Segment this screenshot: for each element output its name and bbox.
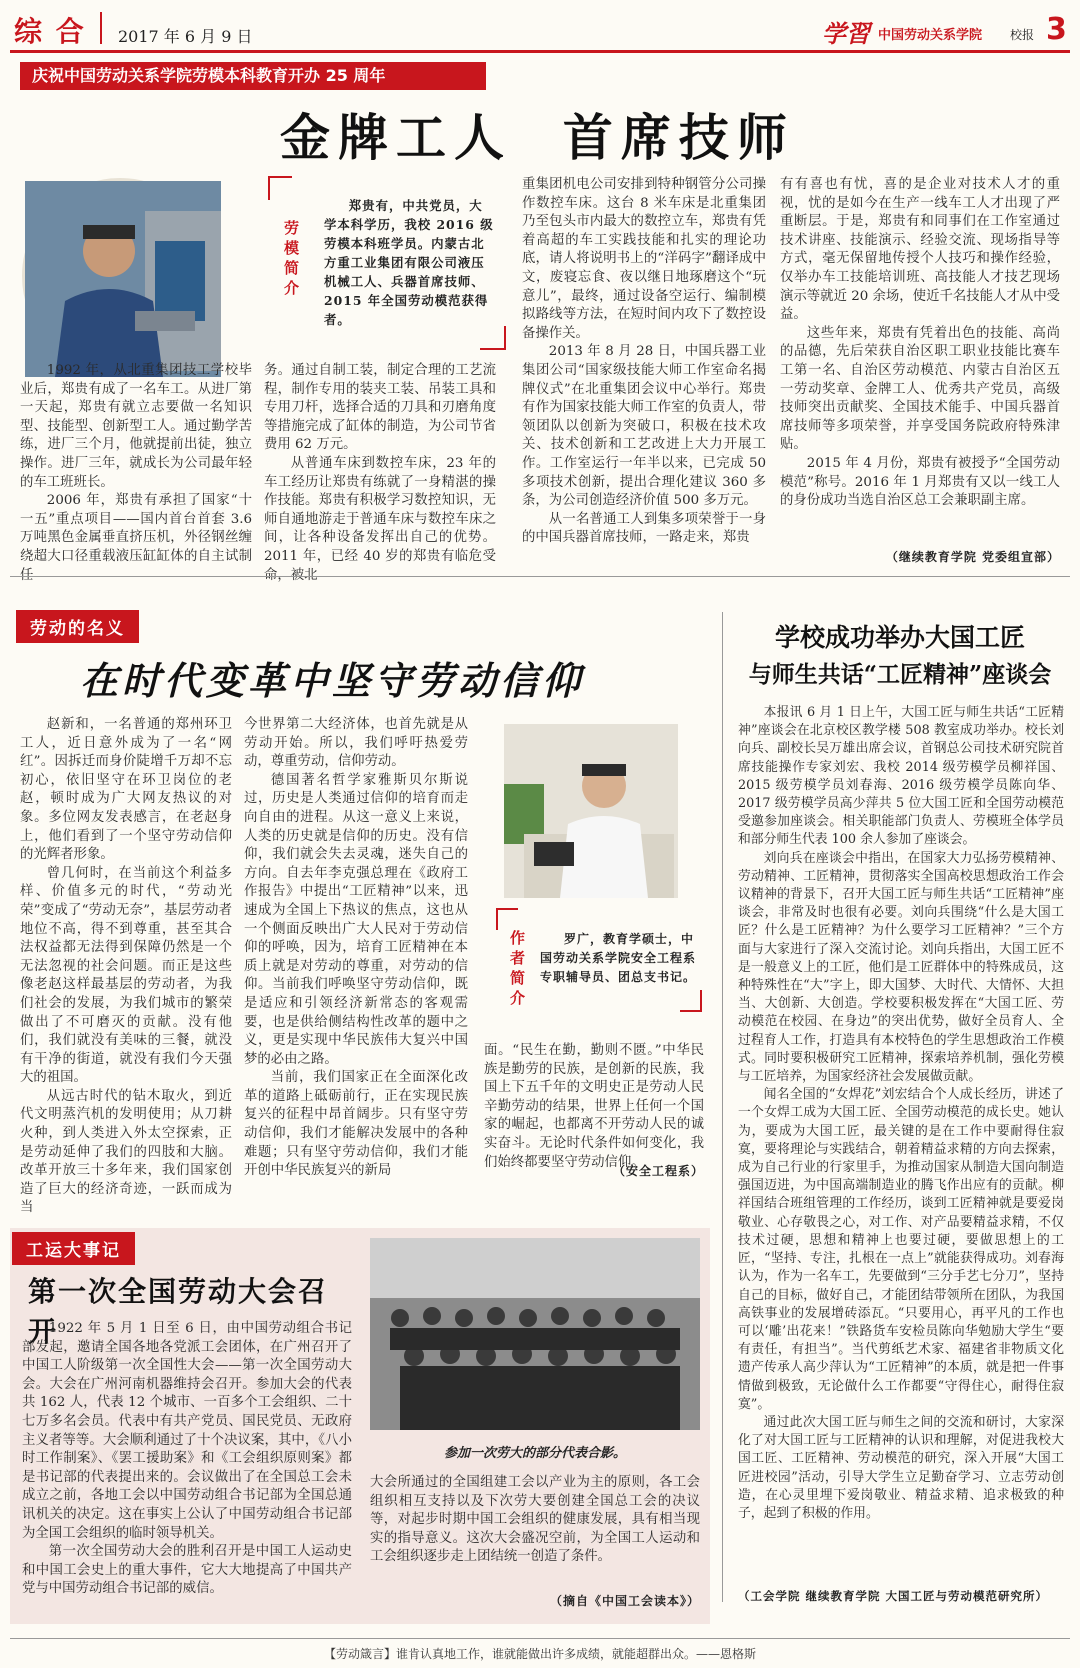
article2-col1 xyxy=(20,716,232,1216)
footer-rule xyxy=(10,1638,1070,1639)
page-number: 3 xyxy=(1046,12,1067,47)
masthead xyxy=(0,0,1080,56)
issue-date: 2017 年 6 月 9 日 xyxy=(118,27,253,46)
article3-body xyxy=(738,704,1064,1584)
column-divider xyxy=(722,612,723,1602)
paragraph: 曾几何时，在当前这个利益多样、价值多元的时代，“劳动光荣”变成了“劳动无奈”，基层劳动者地位不高，得不到尊重，甚至其合法权益都无法得到保障仍然是一个无法忽视的社会问题。而正是这些像老赵这样最基层的劳动者，为我们社会的发展，为我们城市的繁荣做出了不可磨灭的贡献。没有他们，我们就没有美味的三餐，就没有干净的街道，就没有我们今天强大的祖国。 xyxy=(20,865,232,1086)
article2-signature: （安全工程系） xyxy=(612,1164,704,1178)
article4-signature: （摘自《中国工会读本》） xyxy=(549,1594,700,1608)
paragraph: 有有喜也有忧，喜的是企业对技术人才的重视，忧的是如今在生产一线车工人才出现了严重断层。于是，郑贵有和同事们在工作室通过技术讲座、技能演示、经验交流、现场指导等方式，毫无保留地传授个人技巧和操作经验，仅举办车工技能培训班、高技能人才技艺现场演示等就近 20 余场，使近千名技能人才从中受益。 xyxy=(780,177,1060,323)
worker-photo-image xyxy=(25,181,221,377)
paragraph: 第一次全国劳动大会的胜利召开是中国工人运动史和中国工会史上的重大事件，它大大地提高了中国共产党与中国劳动组合书记部的威信。 xyxy=(22,1544,352,1597)
author-photo xyxy=(504,724,678,898)
article1-signature: （继续教育学院 党委组宣部） xyxy=(885,550,1060,564)
paragraph: 务。通过自制工装，制定合理的工艺流程，制作专用的装夹工装、吊装工具和专用刀杆，选择合适的刀具和刃磨角度等措施完成了缸体的制造，为公司节省费用 62 万元。 xyxy=(264,363,496,453)
anniversary-banner: 庆祝中国劳动关系学院劳模本科教育开办 25 周年 xyxy=(20,62,486,90)
paragraph: 2006 年，郑贵有承担了国家“十一五”重点项目——国内首台首套 3.6 万吨黑色金属垂直挤压机，外径钢丝缠绕超大口径重载液压缸缸体的自主试制 xyxy=(20,493,252,564)
section-divider xyxy=(100,12,102,44)
paper-name: 校报 xyxy=(1010,28,1035,42)
paragraph: 赵新和，一名普通的郑州环卫工人，近日意外成为了一名“网红”。因拆迁而身价陡增千万却不忘初心，依旧坚守在环卫岗位的老赵，顿时成为广大网友热议的对象。多位网友发表感言，在老赵身上，他们看到了一个坚守劳动信仰的光辉者形象。 xyxy=(20,717,232,863)
bio-frame-bottom xyxy=(504,326,506,350)
author-frame-bottom xyxy=(700,990,702,1012)
photo-caption: 参加一次劳大的部分代表合影。 xyxy=(443,1446,626,1461)
paragraph: 通过此次大国工匠与师生之间的交流和研讨，大家深化了对大国工匠与工匠精神的认识和理解，对促进我校大国工匠、工匠精神、劳动模范的研究，深入开展“大国工匠进校园”活动，引导大学生立足勤奋学习、立志劳动创造，在心灵里埋下爱岗敬业、精益求精、追求极致的种子，起到了积极的作用。 xyxy=(738,1414,1064,1521)
bio-frame-top xyxy=(268,176,270,200)
bio-frame-bottom-h xyxy=(480,348,506,350)
footer-quote: 【劳动箴言】谁肯认真地工作，谁就能做出许多成绩，就能超群出众。——恩格斯 xyxy=(323,1647,756,1661)
article1-col4 xyxy=(780,176,1060,542)
author-frame-top xyxy=(496,908,498,930)
article3-headline-1: 学校成功举办大国工匠 xyxy=(774,623,1025,652)
bio-text: 郑贵有，中共党员，大学本科学历，我校 2016 级劳模本科班学员。内蒙古北方重工业集团有限公司液压机械工人、兵器首席技师、2015 年全国劳动模范获得者。 xyxy=(324,198,494,327)
paragraph: 今世界第二大经济体，也首先就是从劳动开始。所以，我们呼吁热爱劳动，尊重劳动，信仰劳动。 xyxy=(244,717,468,770)
article2-tag: 劳动的名义 xyxy=(16,610,139,643)
article1-headline: 金牌工人 首席技师 xyxy=(280,108,795,167)
history-photo xyxy=(370,1238,700,1430)
article1-col3 xyxy=(522,176,766,562)
section-rule xyxy=(10,576,1070,577)
author-text: 罗广，教育学硕士，中国劳动关系学院安全工程系专职辅导员、团总支书记。 xyxy=(540,932,697,984)
article2-col2 xyxy=(244,716,468,1179)
paragraph: 从一名普通工人到集多项荣誉于一身的中国兵器首席技师，一路走来，郑贵 xyxy=(522,511,766,546)
author-photo-image xyxy=(504,724,678,898)
masthead-rule xyxy=(10,50,1070,53)
brand-logo: 学習 xyxy=(822,19,870,48)
paragraph: 德国著名哲学家雅斯贝尔斯说过，历史是人类通过信仰的培育而走向自由的进程。从这一意义上来说，人类的历史就是信仰的历史。没有信仰，我们就会失去灵魂，迷失自己的方向。自去年李克强总理在《政府工作报告》中提出“工匠精神”以来，迅速成为全国上下热议的焦点，这也从一个侧面反映出广大人民对于劳动信仰的呼唤，因为，培育工匠精神在本质上就是对劳动的尊重，对劳动的信仰。当前我们呼唤坚守劳动信仰，既是适应和引领经济新常态的客观需要，也是供给侧结构性改革的题中之义，更是实现中华民族伟大复兴中国梦的必由之路。 xyxy=(244,772,468,1067)
article4-col2 xyxy=(370,1474,700,1584)
article2-col3 xyxy=(484,1042,704,1170)
article2-headline: 在时代变革中坚守劳动信仰 xyxy=(80,658,585,703)
paragraph: 从普通车床到数控车床，23 年的车工经历让郑贵有练就了一身精湛的操作技能。郑贵有积极学习数控知识，无师自通地游走于普通车床与数控车床之间，让各种设备发挥出自己的优势。2011 年，已经 40 岁的郑贵有临危受 xyxy=(264,455,496,564)
paragraph: 重集团机电公司安排到特种钢管分公司操作数控车床。这台 8 米车床是北重集团乃至包头市内最大的数控立车，郑贵有凭着高超的车工实践技能和扎实的理论功底，请人将说明书上的“洋码字”翻译成中文，废寝忘食、夜以继日地琢磨这个“玩意儿”，最终，通过设备空运行、编制模拟路线等方法，在短时间内攻下了数控设备操作关。 xyxy=(522,177,766,341)
article4-headline: 第一次全国劳动大会召开 xyxy=(28,1275,329,1348)
article3-signature: （工会学院 继续教育学院 大国工匠与劳动模范研究所） xyxy=(738,1589,1049,1603)
paragraph: 从远古时代的钻木取火，到近代文明蒸汽机的发明使用；从刀耕火种，到人类进入外太空探索，正是劳动延伸了我们的四肢和大脑。改革开放三十多年来，我们国家创造了巨大的经济奇迹，一跃而成为当 xyxy=(20,1088,232,1216)
article3-headline-2: 与师生共话“工匠精神”座谈会 xyxy=(748,661,1052,688)
paragraph: 刘向兵在座谈会中指出，在国家大力弘扬劳模精神、劳动精神、工匠精神，贯彻落实全国高校思想政治工作会议精神的背景下，召开大国工匠与师生共话“工匠精神”座谈会，非常及时也很有必要。刘向兵围绕“什么是大国工匠？什么是工匠精神？为什么要学习工匠精神？”三个方面与大家进行了深入交流讨论。刘向兵指出，大国工匠不是一般意义上的工匠，他们是工匠群体中的特殊成员，这种特殊性在“大”字上，即大国梦、大时代、大情怀、大担当、大创新、大创造。学校要积极发挥在“大国工匠、劳动模范在校园、在身边”的突出优势，做好全员育人、全过程育人工作，打造具有本校特色的学生思想政治工作模式。同时要积极研究工匠精神，探索培养机制，强化劳模与工匠培养，为国家经济社会发展做贡献。 xyxy=(738,850,1064,1085)
paragraph: 面。“民生在勤，勤则不匮。”中华民族是勤劳的民族，是创新的民族，我国上下五千年的文明史正是劳动人民辛勤劳动的结果，世界上任何一个国家的崛起，也都离不开劳动人民的诚实奋斗。无论时代条件如何变化，我们始终都要坚守劳动信仰。 xyxy=(484,1043,704,1170)
paragraph: 2015 年 4 月份，郑贵有被授予“全国劳动模范”称号。2016 年 1 月郑贵有又以一线工人的身份成功当选自治区总工会兼职副主席。 xyxy=(780,455,1060,509)
school-name: 中国劳动关系学院 xyxy=(878,28,983,43)
bio-frame-top-h xyxy=(268,176,292,178)
paragraph: 1992 年，从北重集团技工学校毕业后，郑贵有成了一名车工。从进厂第一天起，郑贵有就立志要做一名知识型、技能型、创新型工人。通过勤学苦练，进厂三个月，他就提前出徒，独立操作。进厂三年，就成长为公司最年轻的车工班班长。 xyxy=(20,363,252,490)
paragraph: 闻名全国的“女焊花”刘宏结合个人成长经历，讲述了一个女焊工成为大国工匠、全国劳动模范的成长史。她认为，要成为大国工匠，最关键的是在工作中要耐得住寂寞，要将理论与实践结合，朝着精益求精的方向去探索，成为自己行业的行家里手，为推动国家从制造大国向制造强国迈进，为中国高端制造业的腾飞作出应有的贡献。柳祥国结合班组管理的工作经历，谈到工匠精神就是要爱岗敬业、心存敬畏之心，对工作、对产品要精益求精，不仅技术过硬，思想和精神上也要过硬，要做思想上的工匠，“坚持、专注，扎根在一点上”就能获得成功。刘春海认为，作为一名车工，先要做到“三分手艺七分刀”，坚持自己的目标，做好自己，才能团结带领所在团队，为我国高铁事业的发展增砖添瓦。“只要用心，再平凡的工作也可以‘雕’出花来！”铁路货车安检员陈向华勉励大学生“要有责任，有担当”。当代剪纸艺术家、福建省非物质文化遗产传承人高少萍认为“工匠精神”的本质，就是把一件事情做到极致，无论做什么工作都要“守得住心，耐得住寂寞”。 xyxy=(738,1087,1064,1412)
section-name: 综 合 xyxy=(14,15,86,48)
history-photo-image xyxy=(370,1238,700,1430)
paragraph: 本报讯 6 月 1 日上午，大国工匠与师生共话“工匠精神”座谈会在北京校区教学楼 508 教室成功举办。校长刘向兵、副校长吴万雄出席会议，首钢总公司技术研究院首席技能操作专家刘宏、我校 2014 级劳模学员柳祥国、2015 级劳模学员刘春海、2016 级劳模学员陈向华、2017 级劳模学员高少萍共 5 位大国工匠和全国劳动模范受邀参加座谈会。相关职能部门负责人、劳模班全体学员和部分师生代表 100 余人参加了座谈会。 xyxy=(738,705,1064,848)
article1-col2 xyxy=(264,362,496,562)
author-frame-top-h xyxy=(496,908,518,910)
paragraph: 1922 年 5 月 1 日至 6 日，由中国劳动组合书记部发起，邀请全国各地各党派工会团体，在广州召开了中国工人阶级第一次全国性大会——第一次全国劳动大会。大会在广州河南机器维持会召开。参加大会的代表共 162 人，代表 12 个城市、一百多个工会组织、二十七万多名会员。代表中有共产党员、国民党员、无政府主义者等等。大会顺利通过了十个决议案，其中，《八小时工作制案》、《罢工援助案》和《工会组织原则案》都是书记部的代表提出来的。会议做出了在全国总工会未成立之前，各地工会以中国劳动组合书记部为全国总通讯机关的决定。这在事实上公认了中国劳动组合书记部为全国工会组织的临时领导机关。 xyxy=(22,1321,352,1541)
paragraph: 大会所通过的全国组建工会以产业为主的原则，各工会组织相互支持以及下次劳大要创建全国总工会的决议等，对起步时期中国工会组织的健康发展，具有相当现实的指导意义。这次大会盛况空前，为全国工人运动和工会组织逐步走上团结统一创造了条件。 xyxy=(370,1475,700,1565)
article4-col1 xyxy=(22,1320,352,1610)
author-frame-bottom-h xyxy=(680,1010,702,1012)
article4-tag: 工运大事记 xyxy=(12,1232,135,1265)
paragraph: 当前，我们国家正在全面深化改革的道路上砥砺前行，正在实现民族复兴的征程中昂首阔步。只有坚守劳动信仰，我们才能解决发展中的各种难题；只有坚守劳动信仰，我们才能开创中华民族复兴的新局 xyxy=(244,1070,468,1179)
worker-photo xyxy=(22,178,218,374)
bio-label: 劳模简介 xyxy=(284,219,300,297)
author-label: 作者简介 xyxy=(510,929,526,1007)
paragraph: 这些年来，郑贵有凭着出色的技能、高尚的品德，先后荣获自治区职工职业技能比赛车工第一名、自治区劳动模范、内蒙古自治区五一劳动奖章、金牌工人、优秀共产党员，高级技师突出贡献奖、全国技术能手、中国兵器首席技师等多项荣誉，并享受国务院政府特殊津贴。 xyxy=(780,325,1060,453)
article1-col1 xyxy=(20,362,252,562)
paragraph: 2013 年 8 月 28 日，中国兵器工业集团公司“国家级技能大师工作室命名揭牌仪式”在北重集团会议中心举行。郑贵有作为国家技能大师工作室的负责人，带领团队以创新为突破口，积极在技术攻关、技术创新和工艺改进上大力开展工作。工作室运行一年半以来，已完成 50 多项技术创新，提出合理化建议 360 多条，为公司创造经济价值 500 多万元。 xyxy=(522,344,766,509)
